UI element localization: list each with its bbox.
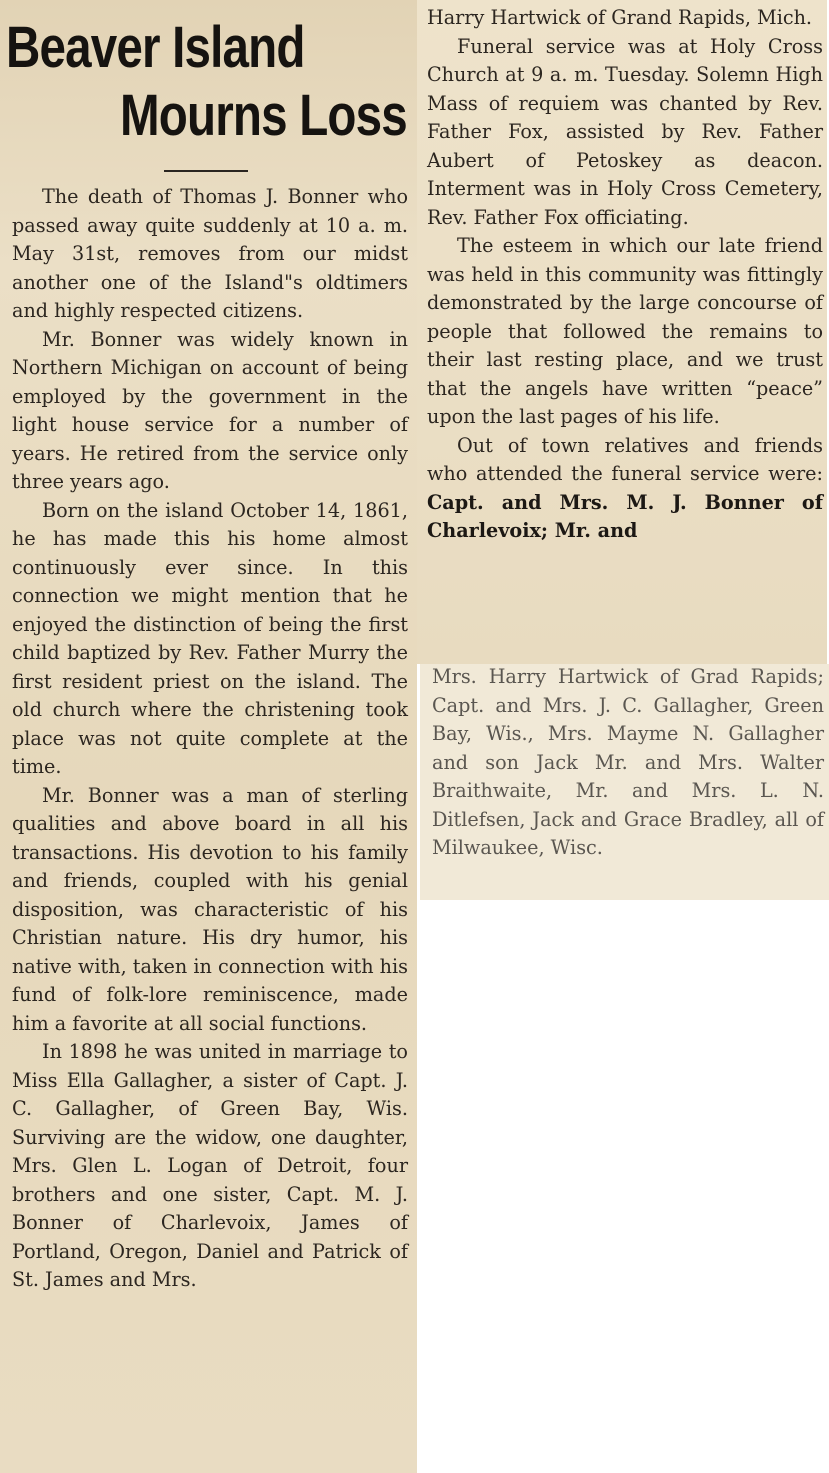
paragraph-esteem: The esteem in which our late friend was held in this community was fittingly demonstrated by the large concourse of people that followed the remains to their last resting place, and we trust that the angels have written “peace” upon the last pages of his life. xyxy=(427,234,823,428)
headline-line-2: Mourns Loss xyxy=(120,83,407,148)
paragraph-continuation: Harry Hartwick of Grand Rapids, Mich. xyxy=(427,6,813,29)
relatives-bold: Capt. and Mrs. M. J. Bonner of Charlevoix; Mr. and xyxy=(427,490,823,542)
paragraph-character: Mr. Bonner was a man of sterling qualities and above board in all his transactions. His devotion to his family and friends, coupled with his genial disposition, was characteristic of his Christian nature. His dry humor, his native with, taken in connection with his fund of folk-lore reminiscence, made him a favorite at all social functions. xyxy=(12,783,408,1035)
headline-line-1: Beaver Island xyxy=(6,15,305,80)
headline-divider xyxy=(164,170,248,172)
relatives-intro: Out of town relatives and friends who attended the funeral service were: xyxy=(427,433,823,485)
paragraph-funeral-service: Funeral service was at Holy Cross Church at 9 a. m. Tuesday. Solemn High Mass of requiem was chanted by Rev. Father Fox, assisted by Rev. Father Aubert of Petoskey as deacon. Interment was in Holy Cross Cemetery, Rev. Father Fox officiating. xyxy=(427,34,823,229)
paragraph-employment: Mr. Bonner was widely known in Northern Michigan on account of being employed by the government in the light house service for a number of years. He retired from the service only three years ago. xyxy=(12,327,408,493)
paragraph-birth: Born on the island October 14, 1861, he has made this his home almost continuously ever since. In this connection we might mention that he enjoyed the distinction of being the first child baptized by Rev. Father Murry the first resident priest on the island. The old church where the christening took place was not quite complete at the time. xyxy=(12,498,408,778)
paragraph-death-notice: The death of Thomas J. Bonner who passed away quite suddenly at 10 a. m. May 31st, removes from our midst another one of the Island"s oldtimers and highly respected citizens. xyxy=(12,185,408,322)
relatives-list xyxy=(432,664,824,863)
clipping-relatives-continued xyxy=(420,664,829,900)
article-body-left xyxy=(12,183,408,1295)
article-body-right xyxy=(427,4,823,546)
paragraph-relatives-continued: Mrs. Harry Hartwick of Grad Rapids; Capt. and Mrs. J. C. Gallagher, Green Bay, Wis., Mrs. Mayme N. Gallagher and son Jack Mr. and Mrs. Walter Braithwaite, Mr. and Mrs. L. N. Ditlefsen, Jack and Grace Bradley, all of Milwaukee, Wisc. xyxy=(432,665,824,859)
clipping-right-column xyxy=(417,0,827,664)
paragraph-relatives xyxy=(427,432,823,546)
paragraph-marriage-survivors: In 1898 he was united in marriage to Miss Ella Gallagher, a sister of Capt. J. C. Gallagher, of Green Bay, Wis. Surviving are the widow, one daughter, Mrs. Glen L. Logan of Detroit, four brothers and one sister, Capt. M. J. Bonner of Charlevoix, James of Portland, Oregon, Daniel and Patrick of St. James and Mrs. xyxy=(12,1040,408,1291)
